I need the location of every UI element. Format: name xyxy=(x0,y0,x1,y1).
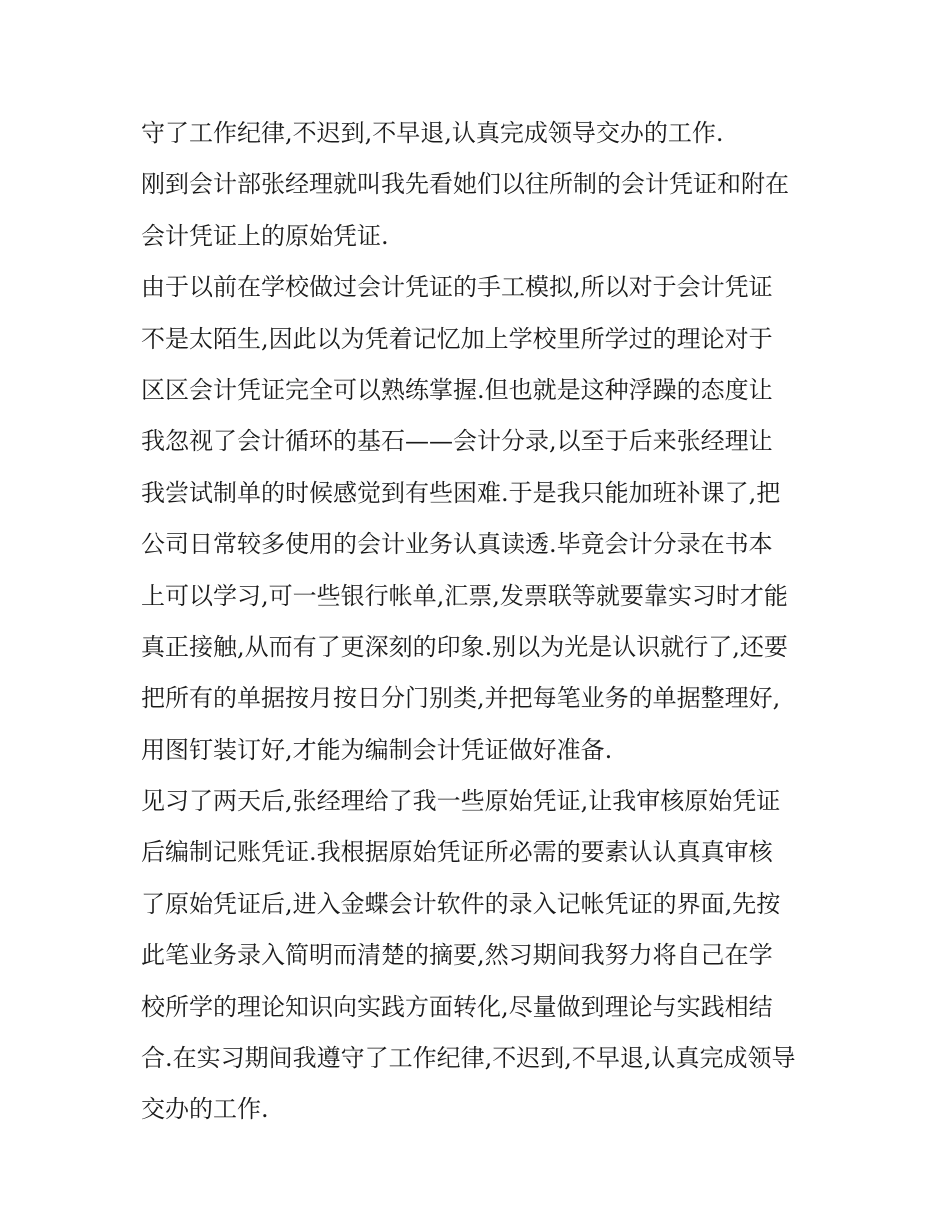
body-text xyxy=(141,108,821,1136)
text-line: 用图钉装订好,才能为编制会计凭证做好准备. xyxy=(141,735,613,764)
text-line: 校所学的理论知识向实践方面转化,尽量做到理论与实践相结 xyxy=(141,992,773,1021)
text-line: 见习了两天后,张经理给了我一些原始凭证,让我审核原始凭证 xyxy=(141,787,781,816)
text-line: 公司日常较多使用的会计业务认真读透.毕竟会计分录在书本 xyxy=(141,530,773,559)
text-line: 上可以学习,可一些银行帐单,汇票,发票联等就要靠实习时才能 xyxy=(141,581,788,610)
text-line: 把所有的单据按月按日分门别类,并把每笔业务的单据整理好, xyxy=(141,684,781,713)
text-line: 由于以前在学校做过会计凭证的手工模拟,所以对于会计凭证 xyxy=(141,273,773,302)
text-line: 刚到会计部张经理就叫我先看她们以往所制的会计凭证和附在 xyxy=(141,170,789,199)
text-line: 守了工作纪律,不迟到,不早退,认真完成领导交办的工作. xyxy=(141,119,724,147)
text-line: 我尝试制单的时候感觉到有些困难.于是我只能加班补课了,把 xyxy=(141,478,781,507)
text-line: 我忽视了会计循环的基石——会计分录,以至于后来张经理让 xyxy=(141,427,773,456)
text-line: 了原始凭证后,进入金蝶会计软件的录入记帐凭证的界面,先按 xyxy=(141,889,781,918)
text-line: 区区会计凭证完全可以熟练掌握.但也就是这种浮躁的态度让 xyxy=(141,375,773,404)
text-line: 真正接触,从而有了更深刻的印象.别以为光是认识就行了,还要 xyxy=(141,632,788,661)
text-line: 合.在实习期间我遵守了工作纪律,不迟到,不早退,认真完成领导 xyxy=(141,1044,796,1073)
text-line: 会计凭证上的原始凭证. xyxy=(141,221,389,250)
text-line: 交办的工作. xyxy=(141,1095,269,1124)
text-line: 后编制记账凭证.我根据原始凭证所必需的要素认认真真审核 xyxy=(141,838,773,867)
text-line: 此笔业务录入简明而清楚的摘要,然习期间我努力将自己在学 xyxy=(141,941,773,970)
text-line: 不是太陌生,因此以为凭着记忆加上学校里所学过的理论对于 xyxy=(141,324,773,353)
